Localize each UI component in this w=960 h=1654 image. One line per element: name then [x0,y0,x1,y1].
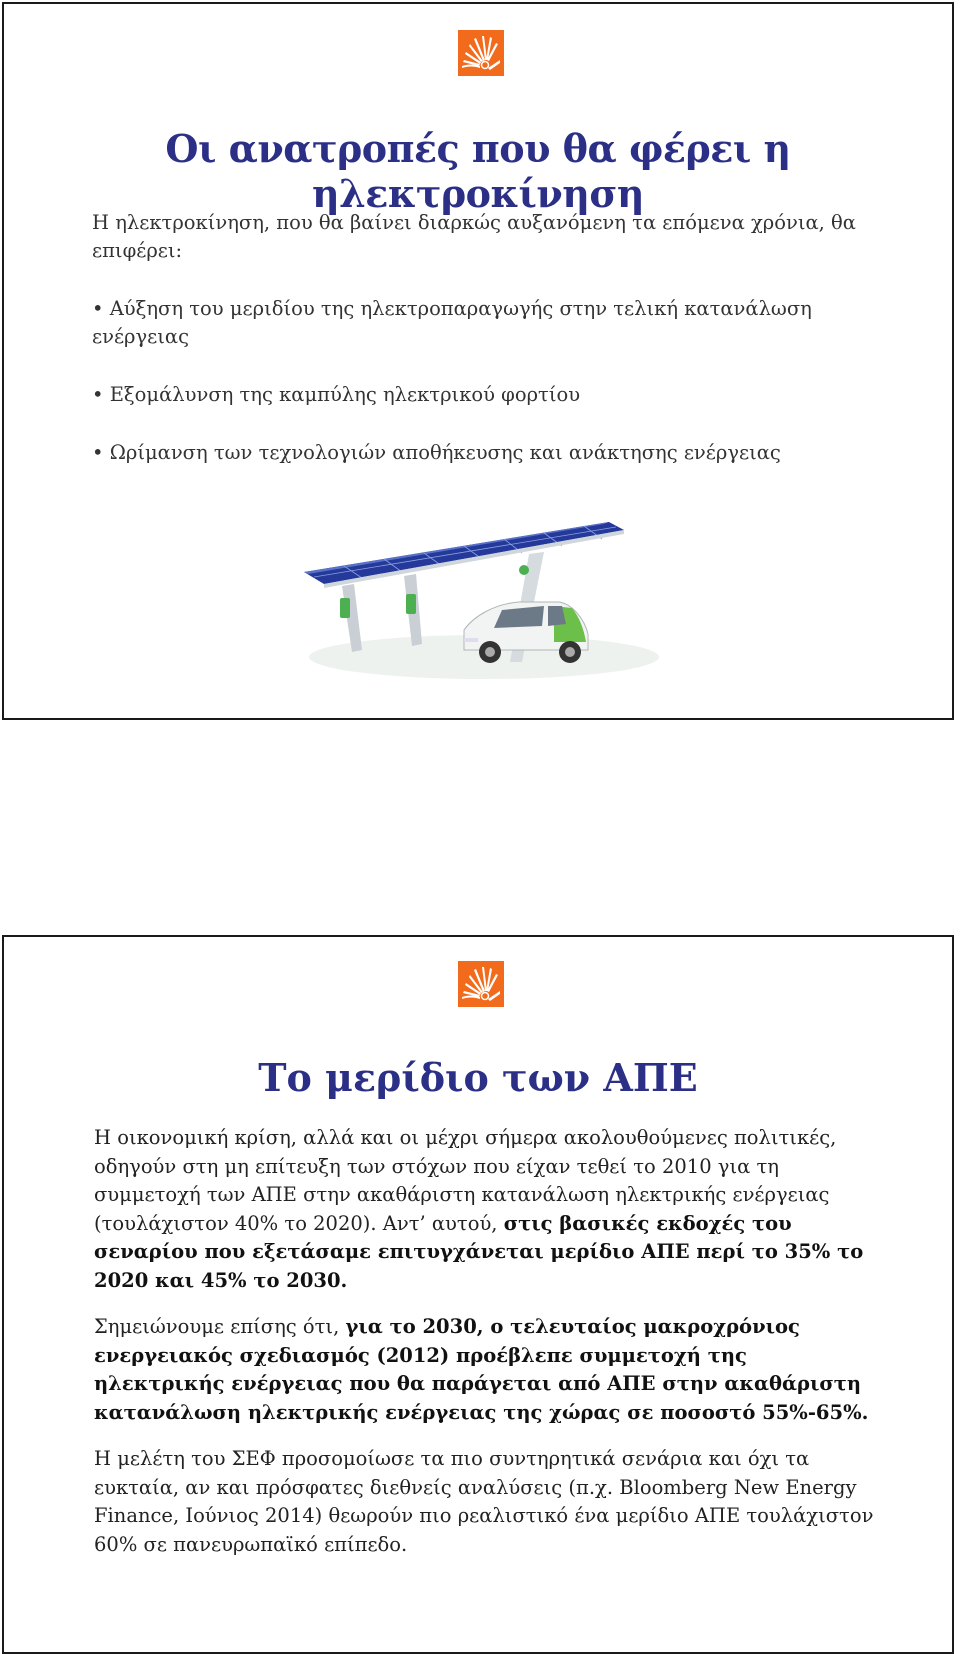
paragraph-text: Σημειώνουμε επίσης ότι, [94,1315,346,1338]
paragraph-bold-text: στις βασικές εκδοχές του σεναρίου που εξετάσαμε επιτυγχάνεται μερίδιο ΑΠΕ περί το 35% το 2020 και 45% το 2030. [94,1211,864,1292]
slide-body [92,209,872,497]
paragraph-bold-text: για το 2030, ο τελευταίος μακροχρόνιος ενεργειακός σχεδιασμός (2012) προέβλεπε συμμετοχή της ηλεκτρικής ενέργειας που θα παράγεται από ΑΠΕ στην ακαθάριστη κατανάλωση ηλεκτρικής ενέργειας της χώρας σε ποσοστό 55%-65%. [94,1315,869,1424]
paragraph-1 [94,1124,884,1295]
slide-title: Οι ανατροπές που θα φέρει η ηλεκτροκίνηση [165,126,791,216]
paragraph-2 [94,1313,884,1427]
slide-1 [2,2,954,720]
bullet-item: • Εξομάλυνση της καμπύλης ηλεκτρικού φορτίου [92,383,581,406]
slide-title: Το μερίδιο των ΑΠΕ [258,1055,698,1100]
sun-logo-icon [458,961,504,1007]
bullet-item: • Αύξηση του μεριδίου της ηλεκτροπαραγωγής στην τελική κατανάλωση ενέργειας [92,297,812,348]
paragraph-3: Η μελέτη του ΣΕΦ προσομοίωσε τα πιο συντηρητικά σενάρια και όχι τα ευκταία, αν και πρόσφατες διεθνείς αναλύσεις (π.χ. Bloomberg New Energy Finance, Ιούνιος 2014) θεωρούν πιο ρεαλιστικό ένα μερίδιο ΑΠΕ τουλάχιστον 60% σε πανευρωπαϊκό επίπεδο. [94,1447,874,1556]
slide-2 [2,935,954,1654]
solar-carport-image [304,522,664,687]
bullet-item: • Ωρίμανση των τεχνολογιών αποθήκευσης και ανάκτησης ενέργειας [92,441,781,464]
slide-body [94,1124,884,1577]
paragraph-text: Η οικονομική κρίση, αλλά και οι μέχρι σήμερα ακολουθούμενες πολιτικές, οδηγούν στη μη επίτευξη των στόχων που είχαν τεθεί το 2010 για τη συμμετοχή των ΑΠΕ στην ακαθάριστη κατανάλωση ηλεκτρικής ενέργειας (τουλάχιστον 40% το 2020). Αντ’ αυτού, [94,1126,837,1235]
intro-text: Η ηλεκτροκίνηση, που θα βαίνει διαρκώς αυξανόμενη τα επόμενα χρόνια, θα επιφέρει: [92,211,856,262]
sun-logo-icon [458,30,504,76]
